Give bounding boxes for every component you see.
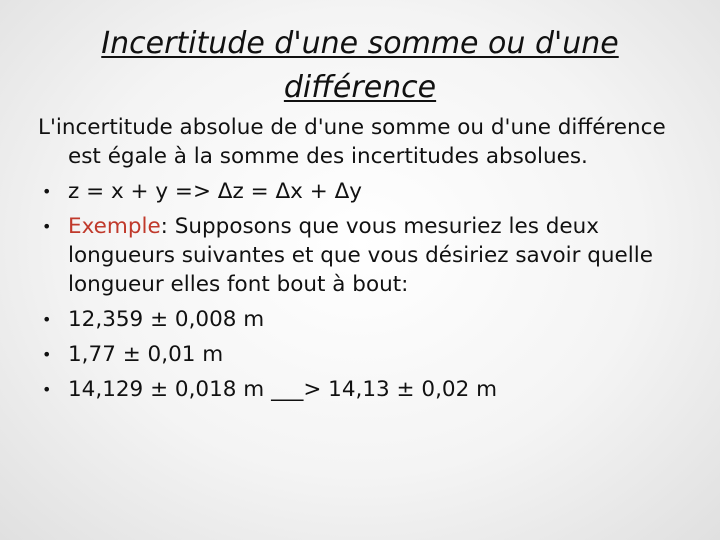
slide-title	[40, 22, 680, 110]
intro-paragraph: L'incertitude absolue de d'une somme ou d'une différence est égale à la somme des incertitudes absolues.	[38, 115, 666, 169]
bullet-icon: •	[42, 345, 52, 364]
bullet-text: 12,359 ± 0,008 m	[68, 307, 265, 332]
bullet-icon: •	[42, 380, 52, 399]
bullet-item-result	[38, 375, 688, 404]
example-label: Exemple	[68, 214, 161, 239]
bullet-text: : Supposons que vous mesuriez les deux longueurs suivantes et que vous désiriez savoir quelle longueur elles font bout à bout:	[68, 214, 653, 297]
bullet-item-formula	[38, 177, 688, 206]
bullet-icon: •	[42, 310, 52, 329]
bullet-text: 1,77 ± 0,01 m	[68, 342, 224, 367]
bullet-icon: •	[42, 217, 52, 236]
slide-title-line-1: Incertitude d'une somme ou d'une	[101, 26, 619, 61]
bullet-text: z = x + y => Δz = Δx + Δy	[68, 179, 363, 204]
slide-body	[38, 113, 688, 404]
bullet-item-example	[38, 212, 688, 299]
bullet-item-measure-2	[38, 340, 688, 369]
bullet-list	[38, 177, 688, 404]
bullet-icon: •	[42, 182, 52, 201]
bullet-item-measure-1	[38, 305, 688, 334]
bullet-text: 14,129 ± 0,018 m ___> 14,13 ± 0,02 m	[68, 377, 498, 402]
slide-title-line-2: différence	[283, 70, 437, 105]
